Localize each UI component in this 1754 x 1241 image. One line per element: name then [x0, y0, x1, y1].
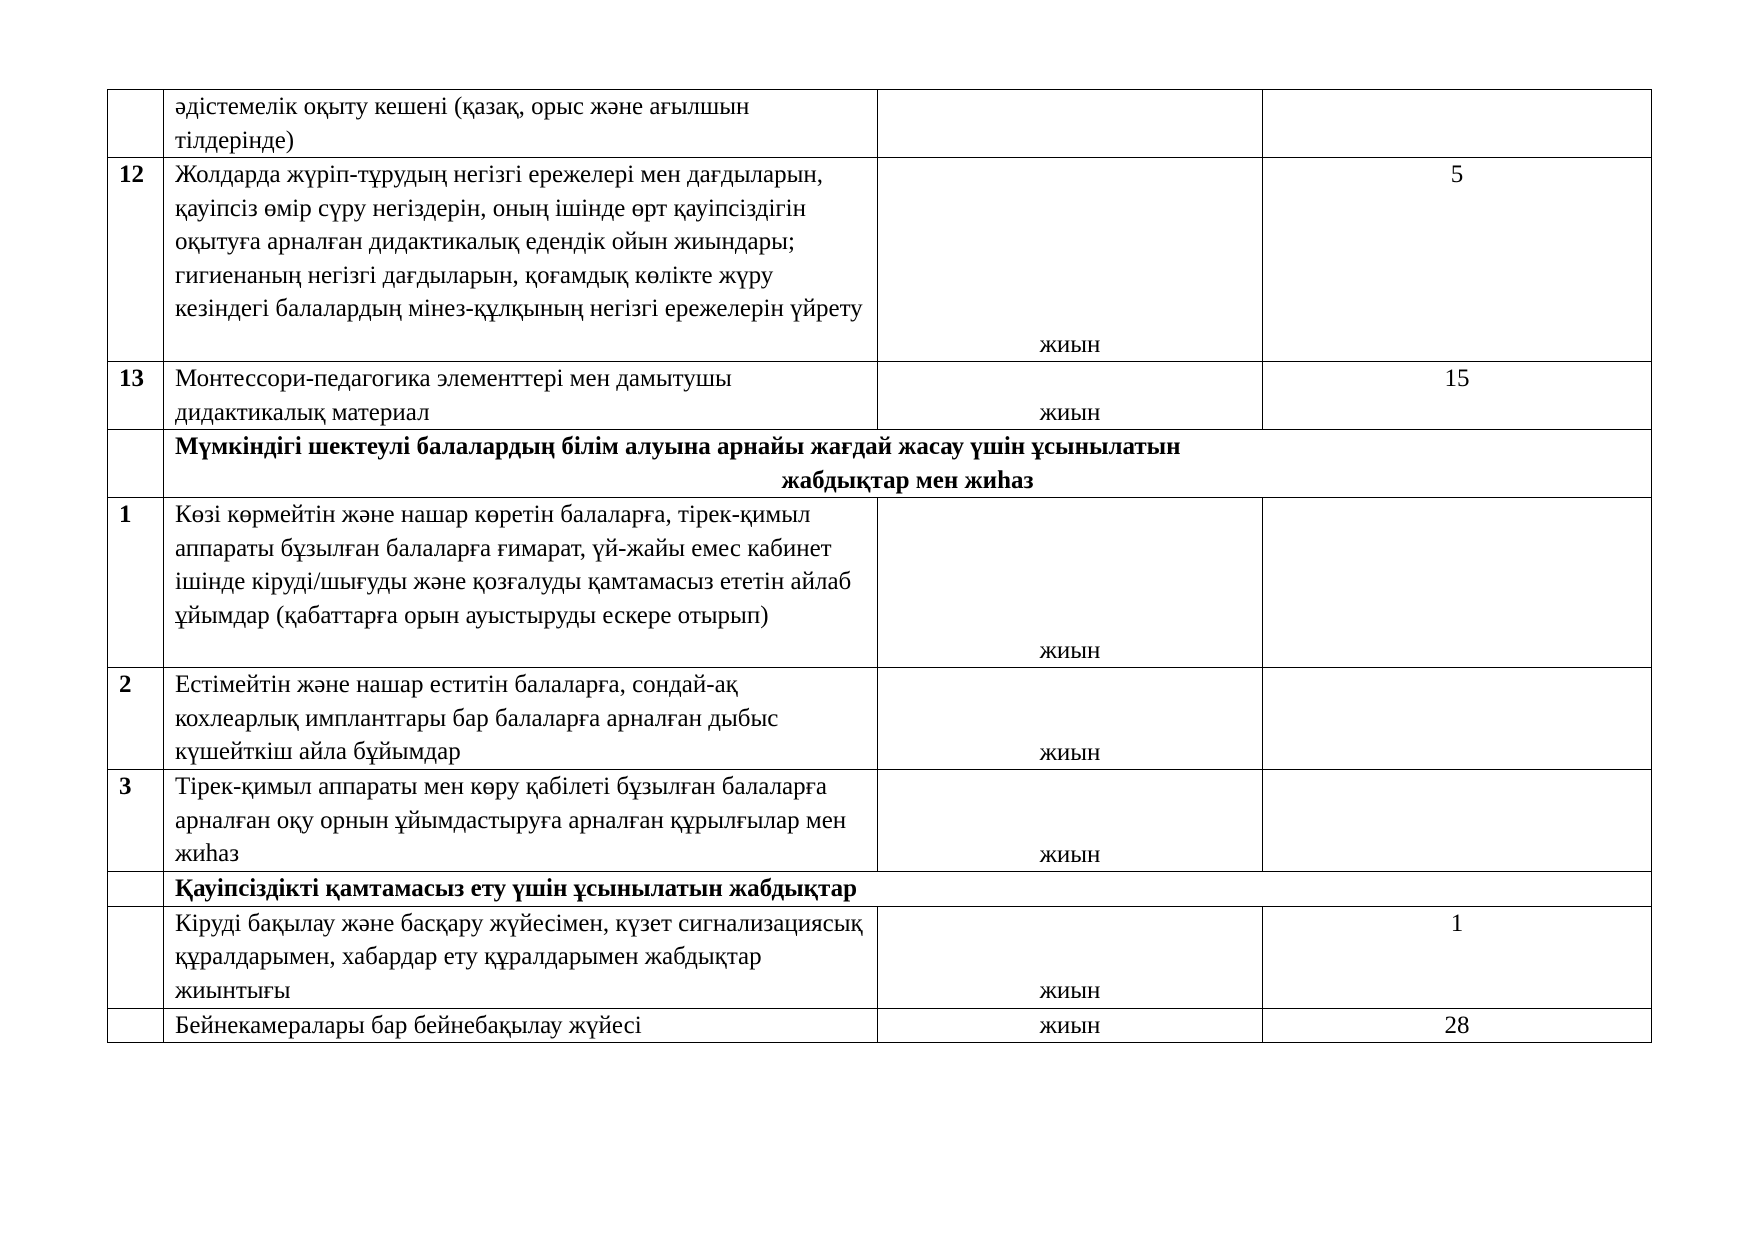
item-name: Кіруді бақылау және басқару жүйесімен, күзет сигнализациясық құралдарымен, хабардар ету құралдарымен жабдықтар жиынтығы: [164, 906, 878, 1008]
row-number: 13: [108, 362, 164, 430]
item-quantity: [1263, 770, 1652, 872]
item-name: Жолдарда жүріп-тұрудың негізгі ережелері мен дағдыларын, қауіпсіз өмір сүру негіздерін, оның ішінде өрт қауіпсіздігін оқытуға арналған дидактикалық едендік ойын жиындары; гигиенаның негізгі дағдыларын, қоғамдық көлікте жүру кезіндегі балалардың мінез-құлқының негізгі ережелерін үйрету: [164, 158, 878, 362]
item-quantity: [1263, 90, 1652, 158]
item-unit: жиын: [878, 770, 1263, 872]
section-heading-line-1: Мүмкіндігі шектеулі балалардың білім алуына арнайы жағдай жасау үшін ұсынылатын: [175, 433, 1181, 460]
row-number: [108, 906, 164, 1008]
item-quantity: 1: [1263, 906, 1652, 1008]
item-unit: [878, 90, 1263, 158]
item-unit: жиын: [878, 1008, 1263, 1043]
table-row: [108, 770, 1652, 872]
row-number: [108, 90, 164, 158]
item-quantity: 5: [1263, 158, 1652, 362]
section-heading: Қауіпсіздікті қамтамасыз ету үшін ұсынылатын жабдықтар: [164, 872, 1652, 907]
section-heading-line-2: жабдықтар мен жиһаз: [781, 466, 1034, 494]
item-name: Естімейтін және нашар еститін балаларға, сондай-ақ кохлеарлық имплантгары бар балаларға арналған дыбыс күшейткіш айла бұйымдар: [164, 668, 878, 770]
item-unit: жиын: [878, 906, 1263, 1008]
equipment-table: [107, 89, 1652, 1043]
item-name: Бейнекамералары бар бейнебақылау жүйесі: [164, 1008, 878, 1043]
row-number: 2: [108, 668, 164, 770]
table-row: [108, 906, 1652, 1008]
row-number: 3: [108, 770, 164, 872]
item-unit: жиын: [878, 362, 1263, 430]
item-quantity: 28: [1263, 1008, 1652, 1043]
table-row: [108, 362, 1652, 430]
item-unit: жиын: [878, 668, 1263, 770]
item-name: Көзі көрмейтін және нашар көретін балаларға, тірек-қимыл аппараты бұзылған балаларға ғимарат, үй-жайы емес кабинет ішінде кіруді/шығуды және қозғалуды қамтамасыз ететін айлаб ұйымдар (қабаттарға орын ауыстыруды ескере отырып): [164, 498, 878, 668]
row-number: 1: [108, 498, 164, 668]
table-row: [108, 1008, 1652, 1043]
item-quantity: [1263, 498, 1652, 668]
item-unit: жиын: [878, 498, 1263, 668]
item-name: Тірек-қимыл аппараты мен көру қабілеті бұзылған балаларға арналған оқу орнын ұйымдастыруға арналған құрылғылар мен жиһаз: [164, 770, 878, 872]
item-name: Монтессори-педагогика элементтері мен дамытушы дидактикалық материал: [164, 362, 878, 430]
section-header-row: [108, 872, 1652, 907]
table-row: [108, 668, 1652, 770]
table-row: [108, 498, 1652, 668]
item-quantity: [1263, 668, 1652, 770]
row-number: 12: [108, 158, 164, 362]
table-row: [108, 158, 1652, 362]
section-number-cell: [108, 430, 164, 498]
table-row: [108, 90, 1652, 158]
section-heading: [164, 430, 1652, 498]
row-number: [108, 1008, 164, 1043]
section-number-cell: [108, 872, 164, 907]
section-header-row: [108, 430, 1652, 498]
item-quantity: 15: [1263, 362, 1652, 430]
item-unit: жиын: [878, 158, 1263, 362]
item-name: әдістемелік оқыту кешені (қазақ, орыс және ағылшын тілдерінде): [164, 90, 878, 158]
